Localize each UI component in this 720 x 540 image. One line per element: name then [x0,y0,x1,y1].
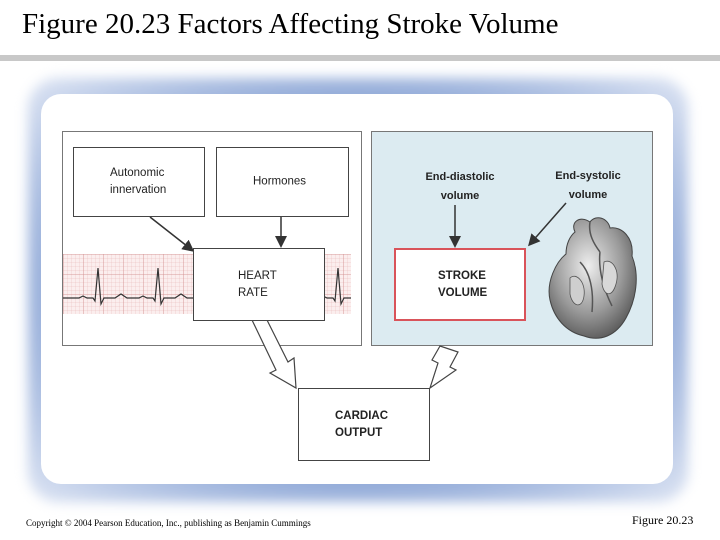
heart-rate-label-line1: HEART [238,269,277,282]
stroke-volume-label-line1: STROKE [438,269,486,282]
hormones-box [216,147,349,217]
cardiac-output-label-line2: OUTPUT [335,426,383,439]
end-systolic-volume-label [540,167,636,205]
slide-title: Figure 20.23 Factors Affecting Stroke Volume [22,8,559,40]
cardiac-output-box [298,388,430,461]
esv-line2: volume [568,189,608,201]
end-diastolic-volume-label [405,168,515,206]
stroke-volume-label-line2: VOLUME [438,286,488,299]
stroke-volume-box [394,248,526,321]
cardiac-output-label-line1: CARDIAC [335,409,389,422]
edv-line2: volume [440,190,480,202]
copyright-notice: Copyright © 2004 Pearson Education, Inc., publishing as Benjamin Cummings [26,518,311,528]
esv-line1: End-systolic [555,170,621,182]
autonomic-label-line1: Autonomic [110,167,165,179]
heart-rate-label-line2: RATE [238,286,268,299]
edv-line1: End-diastolic [425,171,495,183]
hormones-label: Hormones [253,175,307,188]
autonomic-label-line2: innervation [110,184,167,196]
autonomic-innervation-box [73,147,205,217]
heart-rate-box [193,248,325,321]
figure-reference: Figure 20.23 [632,513,694,527]
